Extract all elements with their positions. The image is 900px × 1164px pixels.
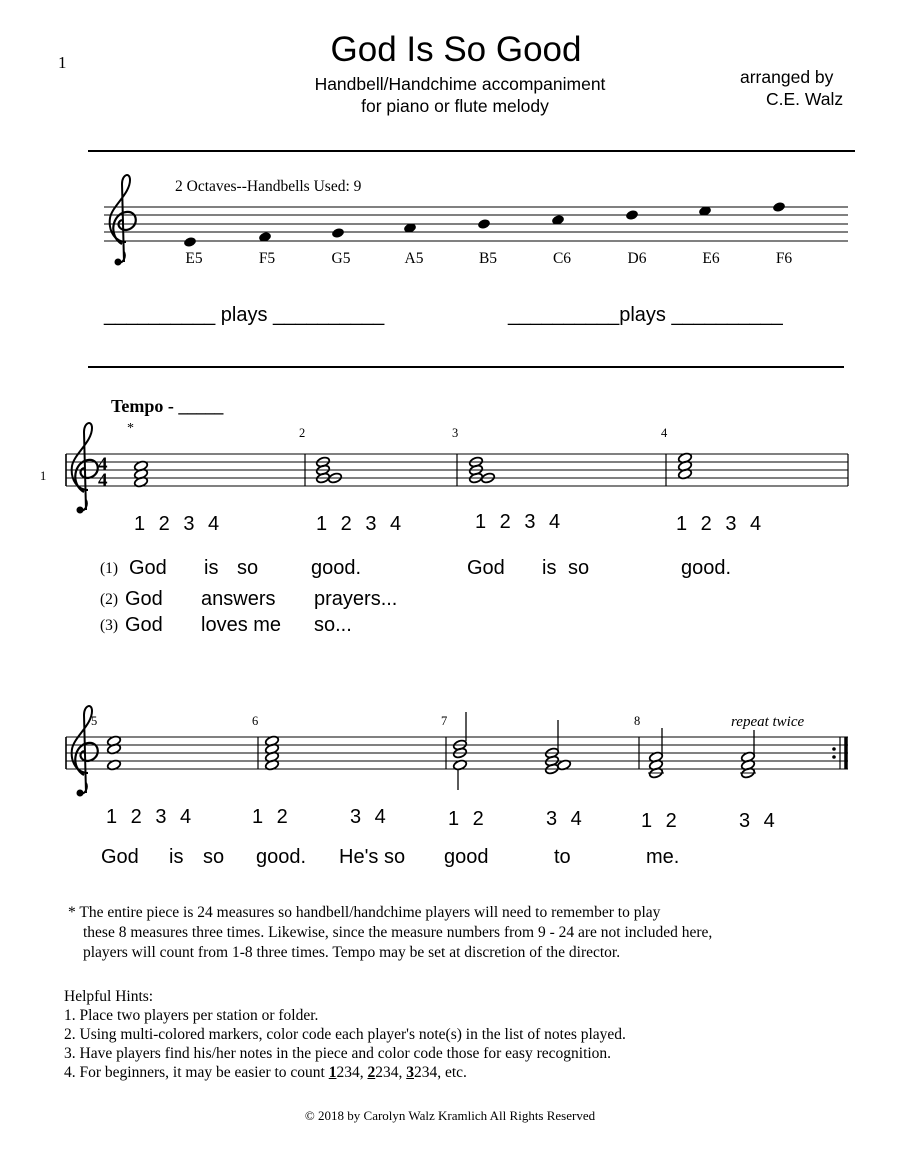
repeat-dot bbox=[832, 747, 836, 751]
arranger-line-1: arranged by bbox=[740, 67, 834, 87]
count-label: 1 2 bbox=[641, 810, 677, 832]
measure-number: 7 bbox=[441, 714, 448, 728]
lyric: God bbox=[125, 588, 163, 610]
lyric: God bbox=[467, 557, 505, 579]
lyric: is bbox=[204, 557, 219, 579]
subtitle-line-1: Handbell/Handchime accompaniment bbox=[314, 74, 606, 94]
lyric: so bbox=[203, 846, 225, 868]
hint-4-text: 234, etc. bbox=[413, 1064, 467, 1081]
lyric: God bbox=[125, 614, 163, 636]
lyric: God bbox=[129, 557, 167, 579]
bell-note-label: E5 bbox=[185, 250, 203, 267]
bell-note-label: C6 bbox=[552, 250, 572, 267]
bell-note-label: G5 bbox=[331, 250, 351, 267]
time-signature-bottom: 4 bbox=[98, 470, 108, 491]
lyric: good. bbox=[311, 557, 362, 579]
treble-clef-icon bbox=[110, 175, 136, 265]
verse-number: (2) bbox=[100, 591, 119, 608]
bells-used-label: 2 Octaves--Handbells Used: 9 bbox=[175, 178, 362, 195]
divider-rule bbox=[88, 366, 844, 368]
repeat-instruction: repeat twice bbox=[731, 714, 805, 730]
lyric: to bbox=[554, 846, 571, 868]
bell-note-e5 bbox=[183, 236, 197, 248]
lyric: me. bbox=[646, 846, 680, 868]
lyric: God bbox=[101, 846, 139, 868]
hint-item: 1. Place two players per station or folder. bbox=[64, 1007, 319, 1024]
lyric: so bbox=[568, 557, 590, 579]
page-title: God Is So Good bbox=[330, 30, 582, 69]
copyright-notice: © 2018 by Carolyn Walz Kramlich All Rights Reserved bbox=[304, 1108, 596, 1123]
bell-note-f6 bbox=[772, 201, 786, 213]
subtitle-line-2: for piano or flute melody bbox=[361, 96, 549, 116]
count-label: 1 2 3 4 bbox=[316, 513, 402, 535]
hint-4-text: 234, bbox=[375, 1064, 407, 1081]
verse-number: (3) bbox=[100, 617, 119, 634]
lyric: loves me bbox=[201, 614, 282, 636]
count-label: 3 4 bbox=[739, 810, 775, 832]
bell-note-label: F6 bbox=[775, 250, 793, 267]
hint-item bbox=[64, 1064, 467, 1082]
lyric: good. bbox=[681, 557, 732, 579]
bell-note-label: F5 bbox=[258, 250, 276, 267]
hints-title: Helpful Hints: bbox=[64, 988, 154, 1005]
footnote-line: players will count from 1-8 three times. Tempo may be set at discretion of the director. bbox=[83, 944, 621, 961]
lyric: is bbox=[169, 846, 184, 868]
count-emphasis: 1 bbox=[328, 1064, 337, 1081]
lyric: is bbox=[542, 557, 557, 579]
bells-staff bbox=[104, 175, 848, 265]
measure-number: 8 bbox=[634, 714, 641, 728]
player-assignment-left: __________ plays __________ bbox=[104, 304, 385, 326]
count-label: 1 2 3 4 bbox=[676, 513, 762, 535]
count-label: 3 4 bbox=[546, 808, 582, 830]
count-label: 1 2 bbox=[448, 808, 484, 830]
footnote-line: these 8 measures three times. Likewise, since the measure numbers from 9 - 24 are not included here, bbox=[83, 924, 713, 941]
lyric: good bbox=[444, 846, 489, 868]
bell-note-d6 bbox=[625, 209, 639, 221]
bell-note-label: A5 bbox=[404, 250, 424, 267]
lyric: answers bbox=[201, 588, 276, 610]
repeat-dot bbox=[832, 755, 836, 759]
player-assignment-right: __________plays __________ bbox=[508, 304, 783, 326]
footnote-asterisk: * bbox=[127, 421, 134, 436]
hint-item: 3. Have players find his/her notes in the piece and color code those for easy recognition. bbox=[64, 1045, 612, 1062]
system-number: 1 bbox=[40, 469, 47, 483]
hint-4-text: 234, bbox=[336, 1064, 368, 1081]
count-label: 1 2 3 4 bbox=[134, 513, 220, 535]
lyric: so bbox=[237, 557, 259, 579]
measure-number: 5 bbox=[91, 714, 98, 728]
measure-number: 4 bbox=[661, 426, 668, 440]
measure-number: 6 bbox=[252, 714, 259, 728]
tempo-label: Tempo - _____ bbox=[111, 396, 224, 416]
lyric: He's so bbox=[339, 846, 406, 868]
lyric: so... bbox=[314, 614, 352, 636]
count-label: 1 2 bbox=[252, 806, 288, 828]
lyric: prayers... bbox=[314, 588, 398, 610]
bell-note-label: D6 bbox=[627, 250, 647, 267]
count-label: 3 4 bbox=[350, 806, 386, 828]
treble-clef-icon bbox=[72, 423, 98, 513]
hint-4-text: 4. For beginners, it may be easier to count bbox=[64, 1064, 329, 1081]
arranger-line-2: C.E. Walz bbox=[766, 89, 844, 109]
bell-note-b5 bbox=[477, 218, 491, 230]
measure-number: 2 bbox=[299, 426, 306, 440]
bell-note-g5 bbox=[331, 227, 345, 239]
bell-note-label: B5 bbox=[478, 250, 498, 267]
count-label: 1 2 3 4 bbox=[475, 511, 561, 533]
verse-number: (1) bbox=[100, 560, 119, 577]
count-emphasis: 2 bbox=[367, 1064, 376, 1081]
count-label: 1 2 3 4 bbox=[106, 806, 192, 828]
page-number: 1 bbox=[58, 53, 67, 72]
measure-number: 3 bbox=[452, 426, 459, 440]
time-signature-top: 4 bbox=[98, 454, 108, 475]
hint-item: 2. Using multi-colored markers, color code each player's note(s) in the list of notes played. bbox=[64, 1026, 626, 1043]
count-emphasis: 3 bbox=[406, 1064, 414, 1081]
lyric: good. bbox=[256, 846, 307, 868]
footnote-line: * The entire piece is 24 measures so handbell/handchime players will need to remember to play bbox=[68, 904, 661, 921]
bell-note-label: E6 bbox=[702, 250, 720, 267]
